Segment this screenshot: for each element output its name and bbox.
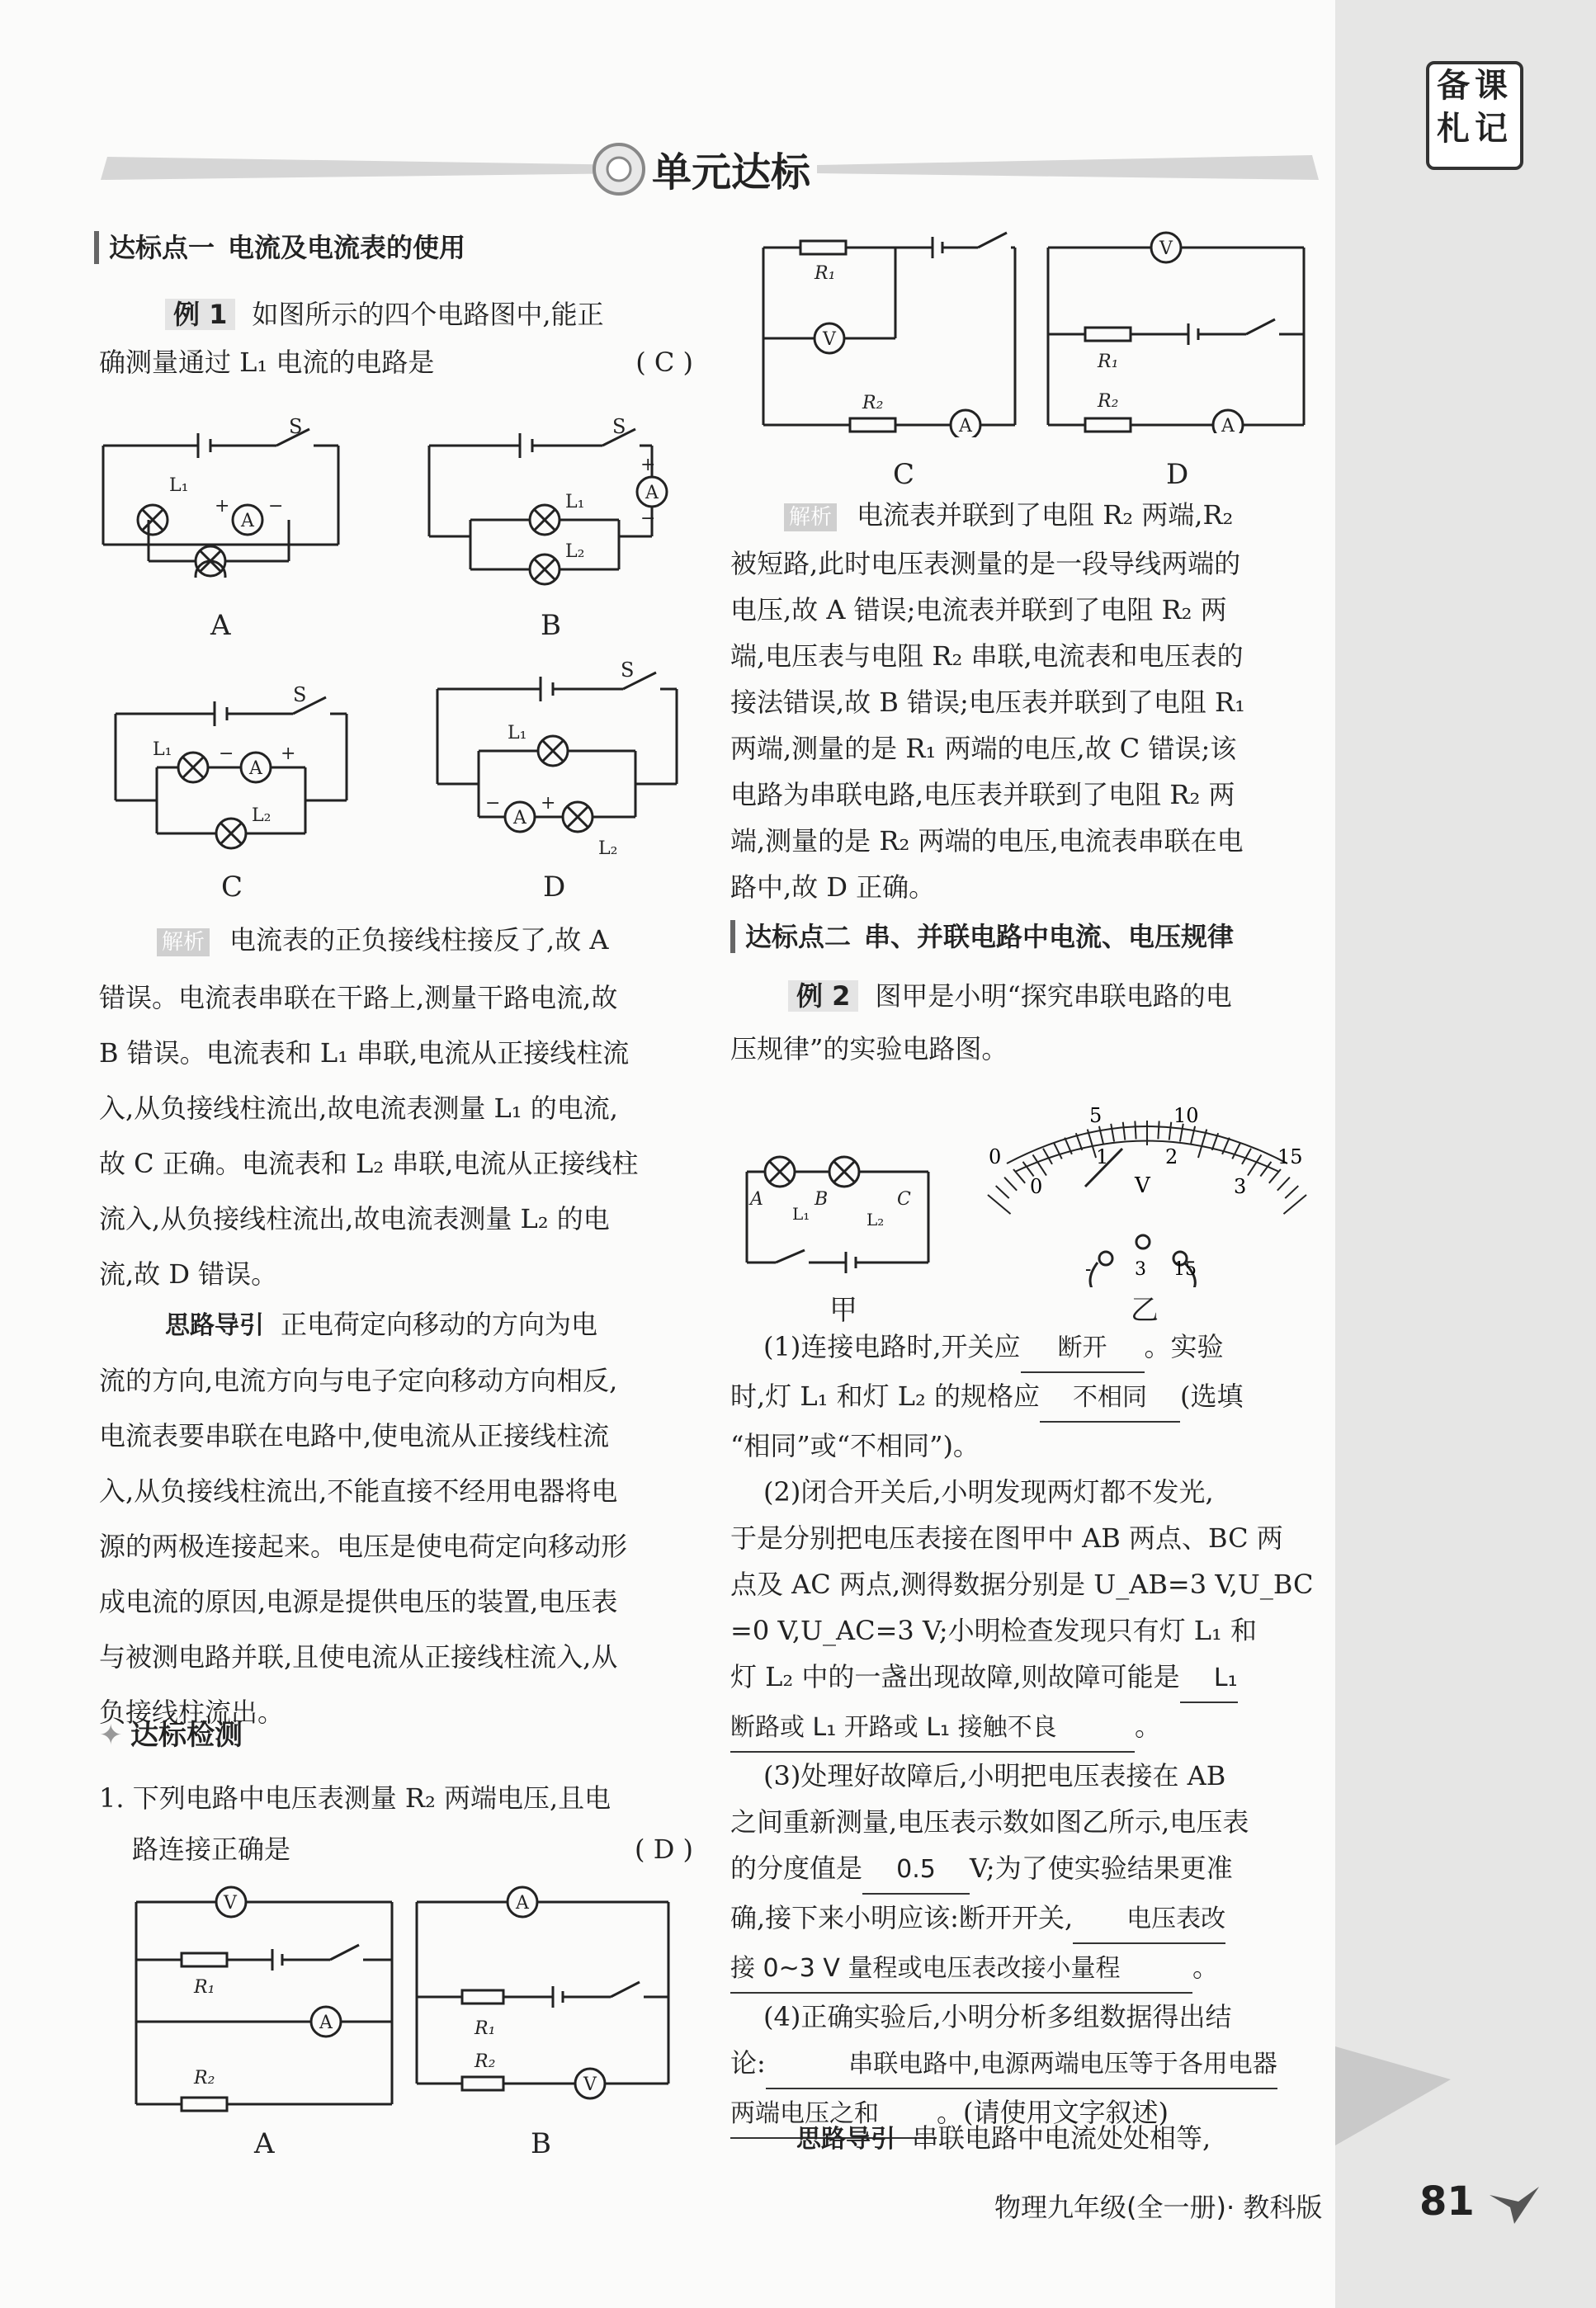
svg-text:V: V [224, 1893, 237, 1914]
part-2-line: 灯 L₂ 中的一盏出现故障,则故障可能是 [730, 1661, 1180, 1692]
part-2-line: 于是分别把电压表接在图甲中 AB 两点、BC 两 [730, 1522, 1283, 1554]
guide-1-line: 与被测电路并联,且使电流从正接线柱流入,从 [99, 1641, 618, 1673]
meter-bottom-1: 1 [1096, 1145, 1109, 1168]
meter-tick [1065, 1138, 1072, 1154]
svg-text:S: S [612, 415, 626, 438]
answer-4-conclusion-a: 串联电路中,电源两端电压等于各用电器 [766, 2041, 1277, 2089]
example-2-line-2: 压规律”的实验电路图。 [730, 1033, 1008, 1064]
meter-tick [1283, 1195, 1306, 1214]
part-2-line: (2)闭合开关后,小明发现两灯都不发光, [763, 1476, 1214, 1508]
svg-text:V: V [1159, 238, 1173, 259]
answer-3-range-a: 电压表改 [1073, 1896, 1225, 1944]
part-4-end: 。(请使用文字叙述) [937, 2097, 1169, 2128]
meter-top-10: 10 [1173, 1104, 1199, 1127]
ex1-caption-a: A [210, 609, 231, 642]
part-4-line: (4)正确实验后,小明分析多组数据得出结 [763, 2001, 1232, 2032]
check-title: 达标检测 [130, 1720, 243, 1751]
meter-tick [1135, 1121, 1136, 1139]
example-1-text [99, 290, 693, 386]
svg-text:R₂: R₂ [862, 393, 884, 413]
svg-text:L₁: L₁ [508, 723, 527, 743]
svg-text:S: S [621, 660, 635, 682]
svg-text:+: + [281, 743, 296, 764]
analysis-q1-line: 接法错误,故 B 错误;电压表并联到了电阻 R₁ [730, 687, 1245, 718]
unit-title: 单元达标 [652, 149, 811, 196]
svg-text:C: C [897, 1189, 911, 1210]
part-2-line: 点及 AC 两点,测得数据分别是 U_AB=3 V,U_BC [730, 1569, 1314, 1600]
check-heading [99, 1712, 243, 1753]
meter-tick [1277, 1178, 1290, 1191]
meter-tick [1222, 1138, 1230, 1154]
guide-1-line: 入,从负接线柱流出,不能直接不经用电器将电 [99, 1475, 618, 1507]
ex1-circuit-a-detail [91, 413, 347, 602]
memo-line-2: 札记 [1437, 110, 1513, 148]
q1-circuit-a [124, 1881, 404, 2129]
svg-text:L₁: L₁ [169, 475, 189, 496]
svg-text:R₁: R₁ [815, 263, 836, 284]
svg-text:A: A [750, 1189, 763, 1210]
answer-2-fault-a: L₁ [1180, 1655, 1238, 1703]
meter-tick [1004, 1178, 1017, 1191]
q1-caption-c: C [893, 458, 915, 491]
meter-top-15: 15 [1277, 1145, 1303, 1168]
q1-circuit-d [1040, 219, 1312, 433]
svg-text:A: A [319, 2013, 333, 2033]
guide-1-line: 源的两极连接起来。电压是使电荷定向移动形 [99, 1531, 628, 1562]
example-2-text [730, 970, 1316, 1075]
meter-tick [988, 1195, 1011, 1214]
analysis-1-line: 流入,从负接线柱流出,故电流表测量 L₂ 的电 [99, 1203, 610, 1234]
q1-caption-b: B [531, 2127, 551, 2160]
meter-tick [1248, 1154, 1261, 1175]
terminal-minus: - [1085, 1259, 1092, 1280]
meter-tick [1088, 1130, 1096, 1158]
meter-tick [1023, 1162, 1034, 1177]
analysis-q1-line: 电路为串联电路,电压表并联到了电阻 R₂ 两 [730, 779, 1235, 810]
guide-1-line: 正电荷定向移动的方向为电 [281, 1309, 598, 1340]
svg-text:V: V [583, 2074, 597, 2095]
question-1 [99, 1772, 693, 1875]
meter-tick [1043, 1149, 1052, 1164]
meter-bottom-3: 3 [1234, 1175, 1247, 1198]
part-3-text: V;为了使实验结果更准 [970, 1853, 1233, 1884]
part-3-line: (3)处理好故障后,小明把电压表接在 AB [763, 1760, 1226, 1791]
question-1-line-2: 路连接正确是 [132, 1834, 291, 1865]
example-2-label: 例 2 [788, 980, 858, 1012]
example-1-answer: ( C ) [635, 347, 693, 378]
svg-text:S: S [293, 683, 307, 706]
ex1-caption-c: C [221, 871, 243, 904]
page-number: 81 [1419, 2178, 1475, 2225]
analysis-q1-line: 端,电压表与电阻 R₂ 串联,电流表和电压表的 [730, 640, 1244, 672]
ex1-caption-d: D [543, 871, 566, 904]
part-3-text: 确,接下来小明应该:断开开关, [730, 1902, 1074, 1933]
svg-text:V: V [823, 329, 836, 350]
analysis-q1-line: 被短路,此时电压表测量的是一段导线两端的 [730, 548, 1241, 579]
star-icon: ✦ [99, 1720, 123, 1751]
guide-1-line: 成电流的原因,电源是提供电压的装置,电压表 [99, 1586, 618, 1617]
example-2-parts [730, 1324, 1324, 2139]
section-1-heading [94, 231, 465, 264]
answer-1-spec: 不相同 [1040, 1375, 1180, 1423]
example-1-line-1: 如图所示的四个电路图中,能正 [252, 299, 604, 330]
section-2-label: 达标点二 [745, 921, 852, 952]
svg-text:−: − [219, 743, 234, 764]
notes-margin [1335, 0, 1596, 2308]
svg-text:+: + [640, 455, 656, 475]
svg-text:L₁: L₁ [792, 1204, 810, 1224]
svg-text:L₁: L₁ [565, 492, 585, 512]
analysis-1-line: 故 C 正确。电流表和 L₂ 串联,电流从正接线柱 [99, 1148, 639, 1179]
guide-1-line: 电流表要串联在电路中,使电流从正接线柱流 [99, 1420, 610, 1451]
svg-text:S: S [289, 415, 303, 438]
ex1-circuit-b [421, 413, 685, 586]
analysis-1-line: 电流表的正负接线柱接反了,故 A [229, 924, 609, 956]
ex1-circuit-c [107, 677, 363, 858]
svg-text:L₂: L₂ [252, 805, 272, 826]
guide-1 [99, 1297, 693, 1740]
svg-text:B: B [815, 1189, 829, 1210]
svg-text:A: A [959, 416, 972, 437]
guide-1-line: 负接线柱流出。 [99, 1697, 285, 1728]
analysis-q1-line: 电压,故 A 错误;电流表并联到了电阻 R₂ 两 [730, 594, 1227, 625]
part-2-line: =0 V,U_AC=3 V;小明检查发现只有灯 L₁ 和 [730, 1615, 1258, 1646]
ex1-caption-b: B [541, 609, 561, 642]
meter-top-5: 5 [1089, 1104, 1103, 1127]
analysis-q1-line: 端,测量的是 R₂ 两端的电压,电流表串联在电 [730, 825, 1244, 857]
q1-caption-d: D [1166, 458, 1189, 491]
question-1-line-1: 1. 下列电路中电压表测量 R₂ 两端电压,且电 [99, 1782, 611, 1814]
meter-tick [1242, 1149, 1251, 1164]
meter-tick [1054, 1143, 1062, 1159]
svg-text:A: A [645, 483, 659, 503]
analysis-q1-line: 电流表并联到了电阻 R₂ 两端,R₂ [857, 499, 1234, 531]
section-1-title: 电流及电流表的使用 [228, 232, 466, 263]
question-1-answer: ( D ) [635, 1834, 693, 1865]
svg-text:A: A [1221, 416, 1235, 433]
meter-tick [1285, 1186, 1298, 1198]
memo-badge [1426, 61, 1523, 170]
analysis-q1-tag: 解析 [784, 503, 837, 531]
analysis-1 [99, 913, 693, 1302]
analysis-1-line: 入,从负接线柱流出,故电流表测量 L₁ 的电流, [99, 1093, 618, 1124]
q1-caption-a: A [254, 2127, 275, 2160]
terminal-15: 15 [1173, 1259, 1197, 1280]
answer-3-division: 0.5 [862, 1847, 970, 1895]
svg-text:A: A [516, 1893, 529, 1914]
meter-tick [1169, 1122, 1172, 1140]
svg-text:L₂: L₂ [866, 1210, 885, 1230]
meter-bottom-2: 2 [1165, 1145, 1178, 1168]
meter-tick [1158, 1121, 1159, 1139]
voltmeter-ticks [982, 1081, 1312, 1287]
svg-text:L₂: L₂ [565, 541, 585, 562]
meter-tick [996, 1186, 1009, 1198]
section-2-heading [730, 920, 1234, 953]
page-fold [1335, 2046, 1451, 2145]
svg-text:−: − [268, 496, 284, 517]
meter-tick [1076, 1133, 1083, 1150]
q1-circuit-c [755, 223, 1027, 437]
analysis-q1 [730, 492, 1316, 910]
analysis-1-line: B 错误。电流表和 L₁ 串联,电流从正接线柱流 [99, 1037, 630, 1069]
part-1-text: 时,灯 L₁ 和灯 L₂ 的规格应 [730, 1381, 1041, 1412]
circuit-jia [739, 1130, 937, 1279]
analysis-1-line: 错误。电流表串联在干路上,测量干路电流,故 [99, 982, 618, 1013]
terminal-3: 3 [1135, 1259, 1146, 1280]
section-1-label: 达标点一 [109, 232, 215, 263]
meter-bottom-0: 0 [1030, 1175, 1043, 1198]
part-1-text: “相同”或“不相同”)。 [730, 1430, 980, 1461]
svg-text:R₁: R₁ [194, 1977, 215, 1998]
guide-2-text: 串联电路中电流处处相等, [912, 2122, 1211, 2154]
svg-text:A: A [241, 511, 254, 531]
part-3-text: 的分度值是 [730, 1853, 863, 1884]
section-2-title: 串、并联电路中电流、电压规律 [864, 921, 1235, 952]
bird-icon [1485, 2178, 1543, 2228]
svg-text:R₁: R₁ [1098, 352, 1119, 372]
svg-text:R₂: R₂ [1098, 391, 1119, 412]
guide-2-tag: 思路导引 [796, 2125, 895, 2154]
answer-1-switch: 断开 [1021, 1325, 1145, 1373]
part-1-text: 。实验 [1144, 1331, 1224, 1362]
svg-text:−: − [485, 793, 501, 814]
guide-1-tag: 思路导引 [165, 1311, 264, 1340]
q1-circuit-b [408, 1881, 681, 2121]
answer-4-conclusion-b: 两端电压之和 [730, 2091, 937, 2139]
example-2-line-1: 图甲是小明“探究串联电路的电 [875, 980, 1232, 1012]
svg-text:L₁: L₁ [153, 739, 172, 760]
example-1-line-2: 确测量通过 L₁ 电流的电路是 [99, 347, 435, 378]
meter-tick [1123, 1122, 1126, 1140]
meter-tick [1269, 1169, 1281, 1183]
part-1-text: (1)连接电路时,开关应 [763, 1331, 1021, 1362]
meter-tick [1198, 1130, 1206, 1158]
svg-text:A: A [513, 808, 526, 828]
svg-text:+: + [215, 496, 230, 517]
caption-jia: 甲 [829, 1294, 857, 1327]
answer-3-range-b: 接 0~3 V 量程或电压表改接小量程 [730, 1946, 1192, 1994]
svg-text:R₁: R₁ [475, 2018, 496, 2039]
part-4-text: 论: [730, 2047, 766, 2079]
footer-text: 物理九年级(全一册)· 教科版 [994, 2192, 1323, 2223]
meter-tick [1013, 1169, 1025, 1183]
analysis-1-line: 流,故 D 错误。 [99, 1258, 278, 1290]
analysis-q1-line: 路中,故 D 正确。 [730, 871, 936, 903]
part-3-end: 。 [1192, 1952, 1220, 1983]
answer-2-fault-b: 断路或 L₁ 开路或 L₁ 接触不良 [730, 1705, 1135, 1753]
part-2-end: 。 [1135, 1711, 1162, 1742]
meter-tick [1033, 1154, 1046, 1175]
meter-tick [1111, 1124, 1114, 1142]
meter-tick [1232, 1143, 1240, 1159]
svg-text:R₂: R₂ [475, 2051, 496, 2072]
ex1-circuit-d [429, 660, 693, 858]
svg-text:R₂: R₂ [194, 2068, 215, 2089]
meter-top-0: 0 [989, 1145, 1002, 1168]
meter-tick [1260, 1162, 1271, 1177]
svg-text:−: − [640, 508, 656, 529]
part-1-text: (选填 [1180, 1381, 1244, 1412]
svg-text:L₂: L₂ [598, 838, 618, 858]
svg-text:A: A [249, 758, 262, 779]
meter-tick [1191, 1126, 1195, 1144]
part-3-line: 之间重新测量,电压表示数如图乙所示,电压表 [730, 1806, 1249, 1838]
memo-line-1: 备课 [1437, 67, 1513, 105]
example-1-label: 例 1 [165, 299, 235, 330]
meter-unit: V [1135, 1173, 1150, 1198]
guide-2 [730, 2114, 1324, 2164]
analysis-1-tag: 解析 [157, 928, 210, 956]
meter-tick [1099, 1126, 1103, 1144]
guide-1-line: 流的方向,电流方向与电子定向移动方向相反, [99, 1365, 618, 1396]
meter-tick [1212, 1133, 1219, 1150]
analysis-q1-line: 两端,测量的是 R₁ 两端的电压,故 C 错误;该 [730, 733, 1237, 764]
caption-yi: 乙 [1131, 1294, 1159, 1327]
svg-text:+: + [541, 793, 556, 814]
